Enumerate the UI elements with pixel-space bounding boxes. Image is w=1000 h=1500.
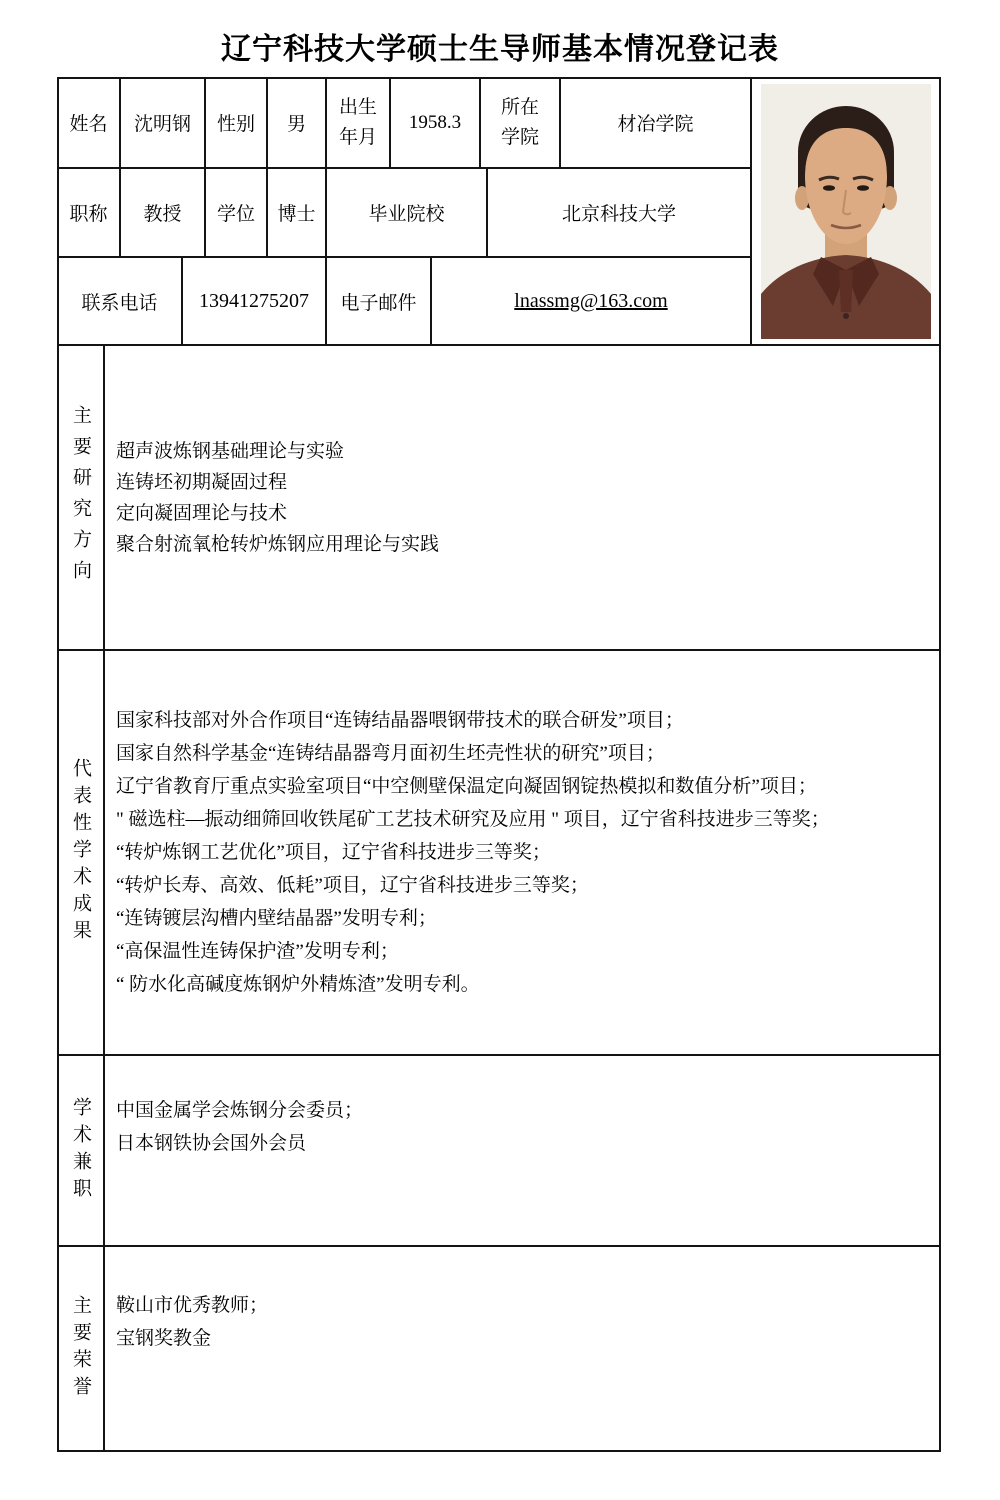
degree-label: 学位 bbox=[205, 168, 267, 257]
college-label-text: 所在学院 bbox=[500, 97, 539, 148]
phone-label: 联系电话 bbox=[57, 257, 182, 345]
name-label: 姓名 bbox=[57, 77, 120, 168]
job-title-label: 职称 bbox=[57, 168, 120, 257]
memberships-section-content bbox=[104, 1055, 941, 1246]
achievement-line: 国家科技部对外合作项目“连铸结晶器喂钢带技术的联合研发”项目； bbox=[116, 710, 684, 731]
job-title-value: 教授 bbox=[120, 168, 205, 257]
achievement-line: 国家自然科学基金“连铸结晶器弯月面初生坯壳性状的研究”项目； bbox=[116, 743, 665, 764]
email-link[interactable]: lnassmg@163.com bbox=[514, 289, 668, 312]
membership-line: 中国金属学会炼钢分会委员； bbox=[116, 1100, 364, 1121]
birth-value: 1958.3 bbox=[390, 77, 480, 168]
photo-cell bbox=[751, 77, 941, 345]
email-cell bbox=[431, 257, 751, 345]
page-title: 辽宁科技大学硕士生导师基本情况登记表 bbox=[221, 33, 779, 66]
graduate-school-value: 北京科技大学 bbox=[487, 168, 751, 257]
honor-line: 宝钢奖教金 bbox=[116, 1328, 212, 1349]
email-label: 电子邮件 bbox=[326, 257, 431, 345]
graduate-school-label: 毕业院校 bbox=[326, 168, 487, 257]
honors-section-content bbox=[104, 1246, 941, 1452]
gender-value: 男 bbox=[267, 77, 326, 168]
achievement-line: “连铸镀层沟槽内壁结晶器”发明专利； bbox=[116, 908, 437, 929]
research-line: 聚合射流氧枪转炉炼钢应用理论与实践 bbox=[116, 533, 440, 555]
achievement-line: “高保温性连铸保护渣”发明专利； bbox=[116, 941, 399, 962]
research-line: 定向凝固理论与技术 bbox=[116, 502, 288, 524]
achievement-line: " 磁选柱—振动细筛回收铁尾矿工艺技术研究及应用 " 项目，辽宁省科技进步三等奖； bbox=[116, 809, 830, 830]
phone-value: 13941275207 bbox=[182, 257, 326, 345]
achievements-section-label-text: 代表性学术成果 bbox=[70, 758, 91, 947]
birth-label-text: 出生年月 bbox=[338, 97, 377, 148]
name-value: 沈明钢 bbox=[120, 77, 205, 168]
membership-line: 日本钢铁协会国外会员 bbox=[116, 1133, 307, 1154]
research-line: 超声波炼钢基础理论与实验 bbox=[116, 440, 345, 462]
research-line: 连铸坯初期凝固过程 bbox=[116, 471, 288, 493]
research-section-label bbox=[57, 345, 104, 650]
college-label bbox=[480, 77, 560, 168]
college-value: 材冶学院 bbox=[560, 77, 751, 168]
portrait-photo bbox=[761, 84, 931, 339]
achievements-section-content bbox=[104, 650, 941, 1055]
honor-line: 鞍山市优秀教师； bbox=[116, 1295, 269, 1316]
achievement-line: 辽宁省教育厅重点实验室项目“中空侧壁保温定向凝固钢锭热模拟和数值分析”项目； bbox=[116, 776, 817, 797]
achievement-line: “转炉炼钢工艺优化”项目，辽宁省科技进步三等奖； bbox=[116, 842, 551, 863]
achievements-section-label bbox=[57, 650, 104, 1055]
achievement-line: “转炉长寿、高效、低耗”项目，辽宁省科技进步三等奖； bbox=[116, 875, 589, 896]
research-section-content bbox=[104, 345, 941, 650]
memberships-section-label bbox=[57, 1055, 104, 1246]
birth-label bbox=[326, 77, 390, 168]
memberships-section-label-text: 学术兼职 bbox=[70, 1096, 91, 1205]
research-section-label-text: 主要研究方向 bbox=[70, 404, 91, 591]
achievement-line: “ 防水化高碱度炼钢炉外精炼渣”发明专利。 bbox=[116, 974, 480, 995]
honors-section-label-text: 主要荣誉 bbox=[70, 1295, 91, 1403]
honors-section-label bbox=[57, 1246, 104, 1452]
degree-value: 博士 bbox=[267, 168, 326, 257]
gender-label: 性别 bbox=[205, 77, 267, 168]
